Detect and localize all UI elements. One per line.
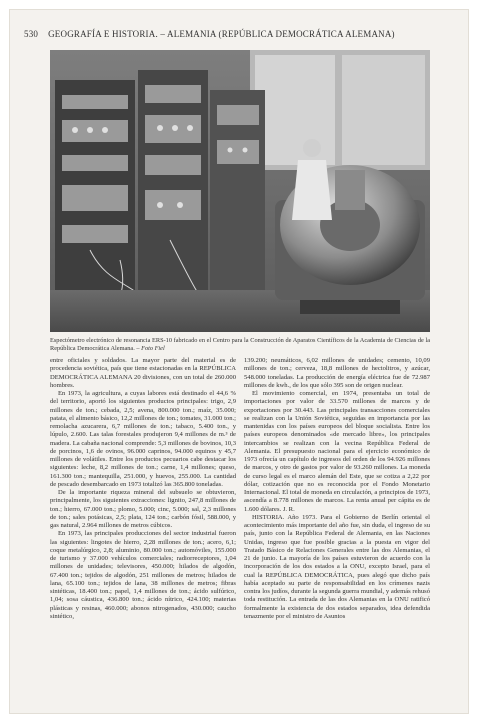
paragraph: entre oficiales y soldados. La mayor parte del material es de procedencia soviética, país que tiene estacionadas en la REPÚBLICA DEMOCRÁTICA ALEMANA 20 divisiones, con un total de 260.000 hombres. [50,357,236,389]
article-body [50,357,430,707]
paragraph: 139.200; neumáticos, 6,02 millones de unidades; cemento, 10,09 millones de ton.; cerveza, 18,8 millones de hectolitros, y azúcar, 548.000 toneladas. La producción de energía eléctrica fue de 72.987 millones de kwh., de los que sólo 395 son de origen nuclear. [244,357,430,389]
paragraph: En 1973, las principales producciones del sector industrial fueron las siguientes: lingotes de hierro, 2,28 millones de ton.; acero, 6,1; coque metalúrgico, 2,8; aluminio, 80.000 ton.; automóviles, 155.000 de turismo y 37.000 vehículos comerciales; radiorreceptores, 1,04 millones de unidades; televisores, 450.000; hilados de algodón, 67.400 ton.; tejidos de algodón, 251 millones de metros; hilados de lana, 65.100 ton.; tejidos de lana, 38 millones de metros; fibras sintéticas, 18.400 ton.; papel, 1,4 millones de ton.; ácido sulfúrico, 1,04; sosa cáustica, 436.800 ton.; ácido nítrico, 424.100; materias plásticas y resinas, 460.000; abonos nitrogenados, 430.000; caucho sintético, [50,530,236,620]
caption-text: Espectómetro electrónico de resonancia ERS-10 fabricado en el Centro para la Construcción de Aparatos Científicos de la Academia de Ciencias de la República Democrática Alemana. [50,337,430,352]
right-column [244,357,430,707]
paragraph: HISTORIA. Año 1973. Para el Gobierno de Berlín oriental el acontecimiento más importante del año fue, sin duda, el ingreso de su país, junto con la República Federal de Alemania, en las Naciones Unidas, ingreso que fue posible gracias a la puesta en vigor del Tratado Básico de Relaciones Generales entre las dos Alemanias, el 21 de junio. La mayoría de los países estuvieron de acuerdo con la incorporación de los dos estados a la ONU, excepto Israel, para el cual la REPÚBLICA DEMOCRÁTICA, pues alegó que dicho país había aceptado su parte de responsabilidad en los crímenes nazis contra los judíos, durante la segunda guerra mundial, y además rehusó toda restitución. La entrada de las dos Alemanias en la ONU ratificó formalmente la existencia de dos estados separados, idea defendida tenazmente por el ministro de Asuntos [244,513,430,620]
spectrometer-photo-illustration [50,50,430,332]
paragraph: El movimiento comercial, en 1974, presentaba un total de importaciones por valor de 33.570 millones de marcos y de exportaciones por 30.443. Las principales transacciones comerciales se realizan con la Unión Soviética, seguidas en importancia por las mantenidas con los países europeos del bloque socialista. Entre los países europeos denominados «de mercado libre», los principales intercambios se realizan con la vecina República Federal de Alemania. El presupuesto nacional para el ejercicio económico de 1973 ofrecía un capítulo de ingresos del orden de los 94.926 millones de marcos, y otro de gastos por valor de 93.260 millones. La moneda de curso legal es el marco alemán del Este, que se cotiza a 2,22 por dólar, cotización que no es reconocida por el Fondo Monetario Internacional. El total de moneda en circulación, a principios de 1973, ascendía a 8.778 millones de marcos. La renta anual per cápita es de 1.600 dólares. J. R. [244,390,430,513]
photo-caption: Espectómetro electrónico de resonancia ERS-10 fabricado en el Centro para la Construcción de Aparatos Científicos de la Academia de Ciencias de la República Democrática Alemana. – Foto Fiel [50,337,430,352]
running-title: GEOGRAFÍA E HISTORIA. – ALEMANIA (REPÚBLICA DEMOCRÁTICA ALEMANA) [48,29,395,39]
running-header [24,29,454,43]
paragraph: De la importante riqueza mineral del subsuelo se obtuvieron, principalmente, los siguientes extracciones: lignito, 247,8 millones de ton.; hierro, 67.000 ton.; plomo, 5.000; cinc, 5.000; sal, 2,3 millones de ton.; sales potásicas, 2,5; plata, 124 ton.; carbón fósil, 588.000, y gas natural, 2.964 millones de metros cúbicos. [50,489,236,529]
page-number: 530 [24,29,39,39]
photo-credit: Foto Fiel [141,345,165,352]
left-column [50,357,236,707]
encyclopedia-page [10,10,468,713]
paragraph: En 1973, la agricultura, a cuyas labores está destinado el 44,6 % del territorio, aportó los siguientes productos principales: trigo, 2,9 millones de ton.; cebada, 2,5; avena, 800.000 ton.; maíz, 35.000; patata, el alimento básico, 12,2 millones de ton.; tomates, 31.000 ton.; remolacha azucarera, 6,7 millones de ton.; tabaco, 5.400 ton., y lúpulo, 2.600. Las talas forestales produjeron 9,4 millones de m.³ de madera. La cabaña nacional comprende: 5,3 millones de bovinos, 10,3 de porcinos, 1,6 de ovinos, 96.000 caprinos, 94.000 equinos y 45,7 millones de volátiles. Entre los productos pecuarios cabe destacar los siguientes: leche, 8,2 millones de ton.; carne, 1,4 millones; queso, 161.300 ton.; mantequilla, 251.000, y huevos, 255.000. La cantidad de pescado desembarcado en 1973 totalizó las 365.800 toneladas. [50,390,236,488]
laboratory-photo [50,50,430,332]
